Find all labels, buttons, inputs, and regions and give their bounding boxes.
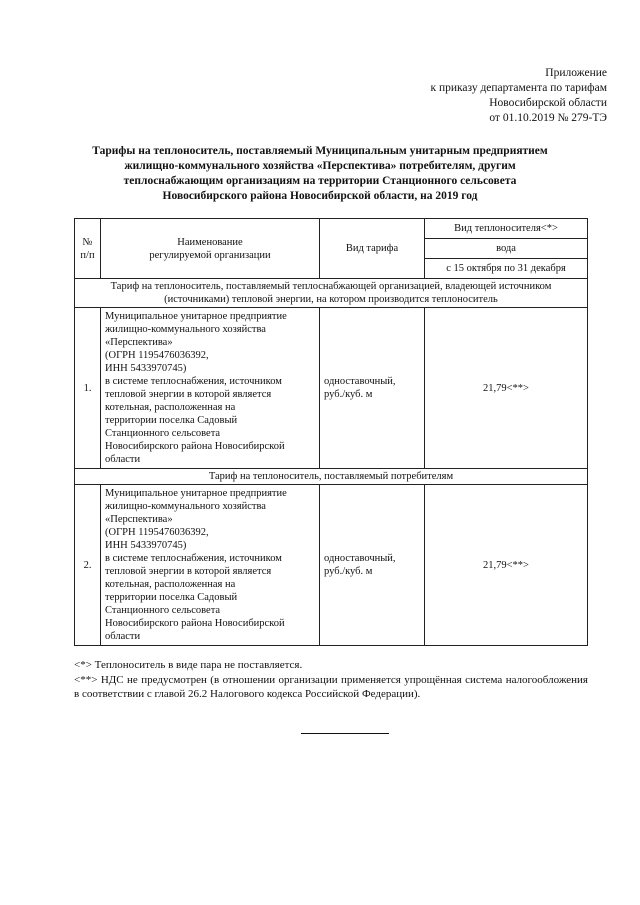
tariff-type-line: руб./куб. м: [324, 566, 373, 577]
org-line: Станционного сельсовета: [105, 428, 221, 439]
header-line: Приложение: [545, 67, 607, 79]
footnote-vat: <**> НДС не предусмотрен (в отношении организации применяется упрощённая система налогообложения в соответствии с главой 26.2 Налогового кодекса Российской Федерации).: [74, 673, 588, 700]
col-header-num-line: п/п: [80, 249, 95, 261]
document-title: [70, 144, 570, 204]
col-header-org: [101, 219, 320, 279]
footnotes: [74, 658, 588, 702]
org-line: (ОГРН 1195476036392,: [105, 527, 209, 538]
org-line: тепловой энергии в которой является: [105, 566, 272, 577]
header-line: к приказу департамента по тарифам: [430, 82, 607, 94]
title-line: Тарифы на теплоноситель, поставляемый Муниципальным унитарным предприятием: [92, 145, 548, 157]
col-header-water: вода: [425, 239, 588, 259]
col-header-num: [75, 219, 101, 279]
end-divider: [301, 733, 389, 734]
col-header-tariff-type: Вид тарифа: [320, 219, 425, 279]
section-heading-row: [75, 469, 588, 485]
org-line: области: [105, 631, 141, 642]
row-number: 1.: [75, 308, 101, 469]
section-heading-row: [75, 279, 588, 308]
tariff-value: 21,79<**>: [425, 308, 588, 469]
org-line: ИНН 5433970745): [105, 363, 187, 374]
org-line: жилищно-коммунального хозяйства: [105, 501, 266, 512]
tariff-type-cell: [320, 485, 425, 646]
tariff-type-line: одноставочный,: [324, 376, 396, 387]
org-line: жилищно-коммунального хозяйства: [105, 324, 266, 335]
org-line: территории поселка Садовый: [105, 592, 238, 603]
org-line: в системе теплоснабжения, источником: [105, 553, 282, 564]
org-line: территории поселка Садовый: [105, 415, 238, 426]
org-line: (ОГРН 1195476036392,: [105, 350, 209, 361]
org-line: котельная, расположенная на: [105, 579, 236, 590]
org-line: Новосибирского района Новосибирской: [105, 441, 285, 452]
header-line: от 01.10.2019 № 279-ТЭ: [489, 112, 607, 124]
header-line: Новосибирской области: [489, 97, 607, 109]
org-line: Станционного сельсовета: [105, 605, 221, 616]
section-heading: Тариф на теплоноситель, поставляемый теплоснабжающей организацией, владеющей источником (источниками) тепловой энергии, на котором производится теплоноситель: [75, 279, 588, 308]
org-line: «Перспектива»: [105, 514, 173, 525]
appendix-header: [430, 66, 607, 126]
footnote-steam: <*> Теплоноситель в виде пара не поставляется.: [74, 659, 303, 671]
org-line: «Перспектива»: [105, 337, 173, 348]
tariff-type-line: руб./куб. м: [324, 389, 373, 400]
tariff-value: 21,79<**>: [425, 485, 588, 646]
title-line: теплоснабжающим организациям на территории Станционного сельсовета: [123, 175, 517, 187]
section-heading: Тариф на теплоноситель, поставляемый потребителям: [75, 469, 588, 485]
tariff-type-line: одноставочный,: [324, 553, 396, 564]
org-line: Муниципальное унитарное предприятие: [105, 488, 287, 499]
col-header-org-line: Наименование: [177, 236, 243, 248]
org-line: котельная, расположенная на: [105, 402, 236, 413]
org-line: области: [105, 454, 141, 465]
org-line: Муниципальное унитарное предприятие: [105, 311, 287, 322]
table-header-row: [75, 219, 588, 239]
tariff-table: [74, 218, 588, 646]
org-name-cell: [101, 308, 320, 469]
table-row: [75, 308, 588, 469]
org-line: в системе теплоснабжения, источником: [105, 376, 282, 387]
col-header-num-line: №: [82, 236, 93, 248]
table-row: [75, 485, 588, 646]
org-name-cell: [101, 485, 320, 646]
col-header-period: с 15 октября по 31 декабря: [425, 259, 588, 279]
title-line: жилищно-коммунального хозяйства «Перспектива» потребителям, другим: [124, 160, 516, 172]
col-header-org-line: регулируемой организации: [149, 249, 271, 261]
row-number: 2.: [75, 485, 101, 646]
org-line: ИНН 5433970745): [105, 540, 187, 551]
title-line: Новосибирского района Новосибирской области, на 2019 год: [162, 190, 478, 202]
col-header-carrier: Вид теплоносителя<*>: [425, 219, 588, 239]
org-line: тепловой энергии в которой является: [105, 389, 272, 400]
tariff-type-cell: [320, 308, 425, 469]
org-line: Новосибирского района Новосибирской: [105, 618, 285, 629]
